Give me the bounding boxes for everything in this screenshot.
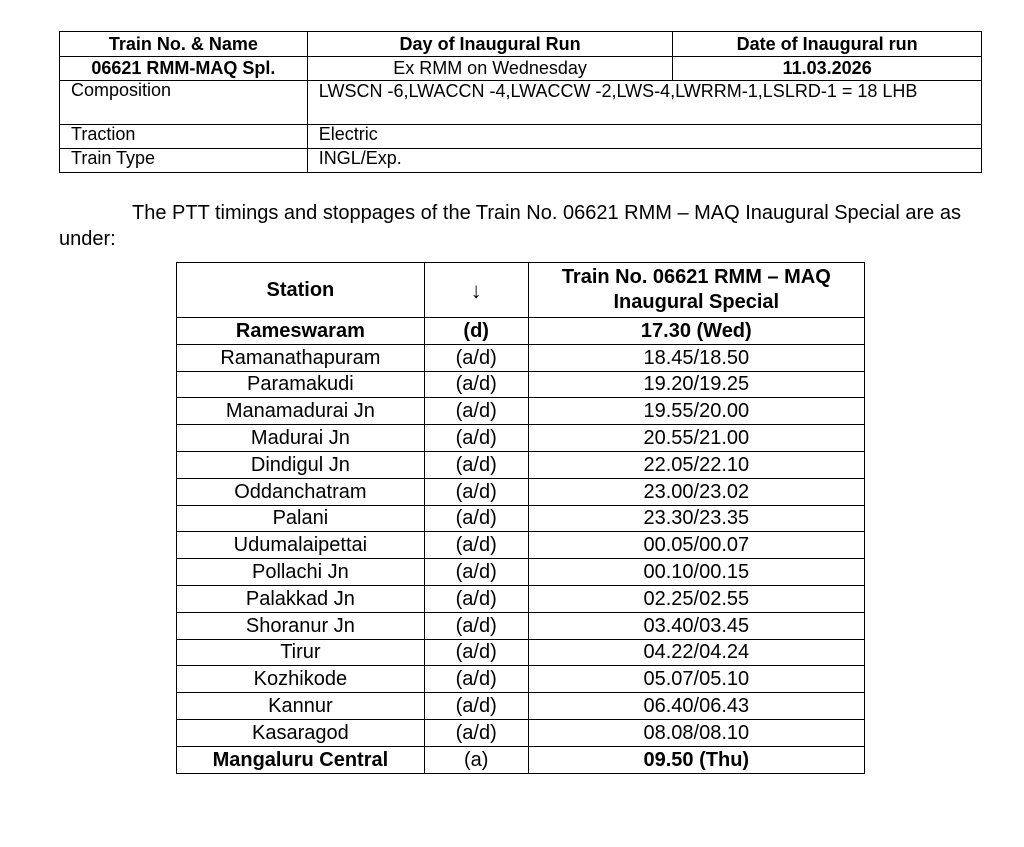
schedule-row xyxy=(177,719,865,746)
schedule-row xyxy=(177,505,865,532)
stop-time: 19.55/20.00 xyxy=(528,398,864,425)
train-info-table xyxy=(59,31,982,173)
stop-code: (a) xyxy=(424,746,528,773)
stop-time: 08.08/08.10 xyxy=(528,719,864,746)
stop-code: (a/d) xyxy=(424,451,528,478)
stop-code: (a/d) xyxy=(424,559,528,586)
schedule-row xyxy=(177,585,865,612)
stop-time: 05.07/05.10 xyxy=(528,666,864,693)
station-name: Shoranur Jn xyxy=(177,612,425,639)
station-name: Mangaluru Central xyxy=(177,746,425,773)
info-values-row xyxy=(60,57,982,81)
schedule-row xyxy=(177,478,865,505)
station-name: Pollachi Jn xyxy=(177,559,425,586)
stop-time: 06.40/06.43 xyxy=(528,693,864,720)
schedule-row xyxy=(177,666,865,693)
stop-code: (a/d) xyxy=(424,612,528,639)
down-arrow-icon: ↓ xyxy=(424,263,528,318)
traction-value: Electric xyxy=(307,125,981,149)
station-name: Palakkad Jn xyxy=(177,585,425,612)
station-name: Rameswaram xyxy=(177,318,425,345)
schedule-row xyxy=(177,425,865,452)
stop-time: 04.22/04.24 xyxy=(528,639,864,666)
schedule-row xyxy=(177,344,865,371)
stop-code: (a/d) xyxy=(424,532,528,559)
stop-time: 20.55/21.00 xyxy=(528,425,864,452)
header-inaugural-day: Day of Inaugural Run xyxy=(307,32,673,57)
header-station: Station xyxy=(177,263,425,318)
schedule-row xyxy=(177,398,865,425)
traction-row xyxy=(60,125,982,149)
header-train-name: Train No. & Name xyxy=(60,32,308,57)
info-header-row xyxy=(60,32,982,57)
station-name: Oddanchatram xyxy=(177,478,425,505)
stop-time: 22.05/22.10 xyxy=(528,451,864,478)
station-name: Kannur xyxy=(177,693,425,720)
stop-code: (a/d) xyxy=(424,693,528,720)
stop-time: 02.25/02.55 xyxy=(528,585,864,612)
station-name: Manamadurai Jn xyxy=(177,398,425,425)
stop-time: 00.05/00.07 xyxy=(528,532,864,559)
stop-code: (a/d) xyxy=(424,505,528,532)
stop-time: 03.40/03.45 xyxy=(528,612,864,639)
schedule-row xyxy=(177,639,865,666)
stop-time: 17.30 (Wed) xyxy=(528,318,864,345)
station-name: Tirur xyxy=(177,639,425,666)
stop-time: 09.50 (Thu) xyxy=(528,746,864,773)
stop-code: (a/d) xyxy=(424,666,528,693)
header-train: Train No. 06621 RMM – MAQ Inaugural Special xyxy=(528,263,864,318)
inaugural-date-value: 11.03.2026 xyxy=(673,57,982,81)
train-type-label: Train Type xyxy=(60,149,308,173)
train-type-value: INGL/Exp. xyxy=(307,149,981,173)
schedule-row xyxy=(177,693,865,720)
station-name: Palani xyxy=(177,505,425,532)
station-name: Kozhikode xyxy=(177,666,425,693)
station-name: Ramanathapuram xyxy=(177,344,425,371)
stop-code: (a/d) xyxy=(424,639,528,666)
train-type-row xyxy=(60,149,982,173)
stop-code: (a/d) xyxy=(424,425,528,452)
composition-value: LWSCN -6,LWACCN -4,LWACCW -2,LWS-4,LWRRM-1,LSLRD-1 = 18 LHB xyxy=(307,81,981,125)
intro-paragraph: The PTT timings and stoppages of the Train No. 06621 RMM – MAQ Inaugural Special are as under: xyxy=(59,202,961,250)
stop-code: (a/d) xyxy=(424,371,528,398)
stop-code: (a/d) xyxy=(424,719,528,746)
composition-label: Composition xyxy=(60,81,308,125)
inaugural-day-value: Ex RMM on Wednesday xyxy=(307,57,673,81)
schedule-row xyxy=(177,318,865,345)
stop-time: 00.10/00.15 xyxy=(528,559,864,586)
schedule-row xyxy=(177,451,865,478)
header-inaugural-date: Date of Inaugural run xyxy=(673,32,982,57)
schedule-row xyxy=(177,532,865,559)
stop-code: (a/d) xyxy=(424,398,528,425)
station-name: Paramakudi xyxy=(177,371,425,398)
schedule-table xyxy=(176,262,865,774)
schedule-row xyxy=(177,559,865,586)
station-name: Dindigul Jn xyxy=(177,451,425,478)
station-name: Madurai Jn xyxy=(177,425,425,452)
station-name: Kasaragod xyxy=(177,719,425,746)
train-name-value: 06621 RMM-MAQ Spl. xyxy=(60,57,308,81)
station-name: Udumalaipettai xyxy=(177,532,425,559)
traction-label: Traction xyxy=(60,125,308,149)
stop-code: (d) xyxy=(424,318,528,345)
schedule-row xyxy=(177,746,865,773)
stop-code: (a/d) xyxy=(424,344,528,371)
stop-time: 19.20/19.25 xyxy=(528,371,864,398)
schedule-row xyxy=(177,612,865,639)
stop-code: (a/d) xyxy=(424,478,528,505)
stop-time: 23.30/23.35 xyxy=(528,505,864,532)
stop-code: (a/d) xyxy=(424,585,528,612)
schedule-row xyxy=(177,371,865,398)
stop-time: 18.45/18.50 xyxy=(528,344,864,371)
schedule-header-row xyxy=(177,263,865,318)
composition-row xyxy=(60,81,982,125)
stop-time: 23.00/23.02 xyxy=(528,478,864,505)
